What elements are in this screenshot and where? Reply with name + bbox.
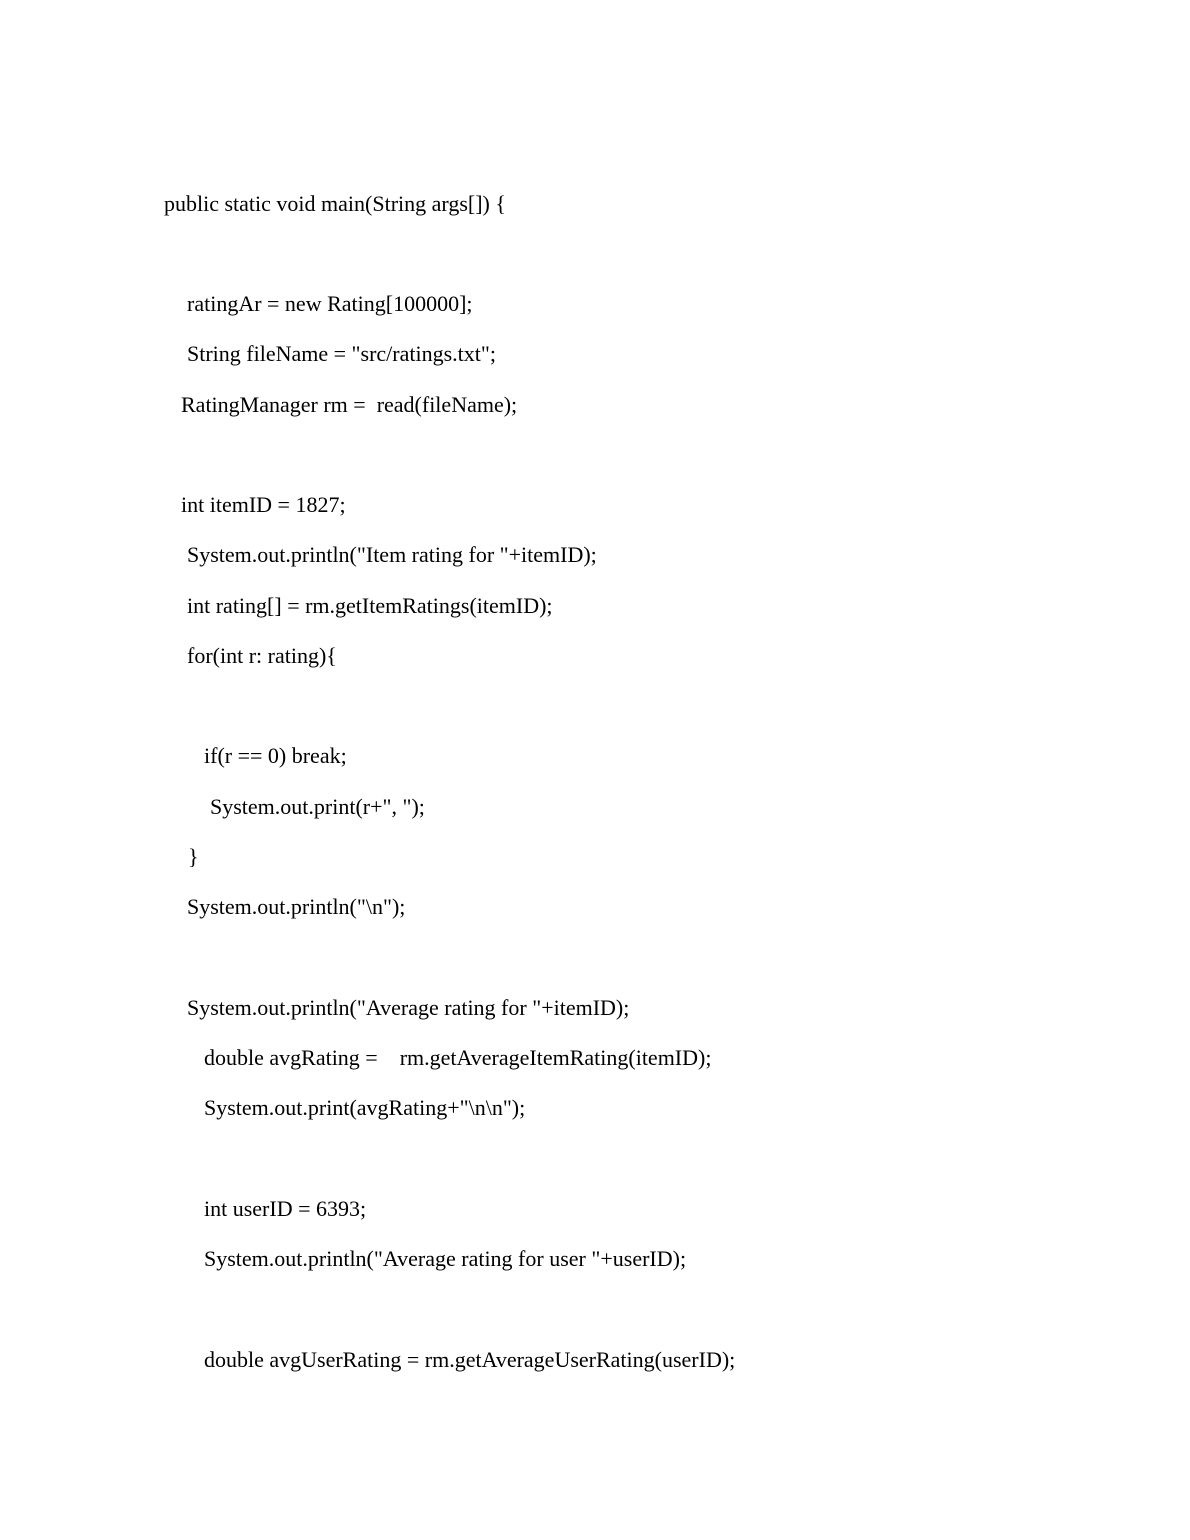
- code-line-rating-manager: RatingManager rm = read(fileName);: [181, 392, 518, 417]
- code-line-user-id: int userID = 6393;: [204, 1196, 367, 1221]
- code-line-print-rating: System.out.print(r+", ");: [210, 794, 425, 819]
- code-line-print-average-user: System.out.println("Average rating for user "+userID);: [204, 1246, 687, 1271]
- code-line-item-id: int itemID = 1827;: [181, 492, 346, 517]
- code-line-print-average-item: System.out.println("Average rating for "+itemID);: [187, 995, 630, 1020]
- code-line-for-loop: for(int r: rating){: [187, 643, 337, 668]
- code-line-if-break: if(r == 0) break;: [204, 743, 347, 768]
- code-line-main-signature: public static void main(String args[]) {: [164, 191, 506, 216]
- code-line-get-item-ratings: int rating[] = rm.getItemRatings(itemID);: [187, 593, 553, 618]
- code-line-rating-array: ratingAr = new Rating[100000];: [187, 291, 473, 316]
- code-line-print-item-rating: System.out.println("Item rating for "+itemID);: [187, 542, 597, 567]
- code-line-file-name: String fileName = "src/ratings.txt";: [187, 341, 496, 366]
- code-line-average-item-rating: double avgRating = rm.getAverageItemRating(itemID);: [204, 1045, 712, 1070]
- code-line-close-brace: }: [188, 844, 199, 869]
- code-line-print-average-rating: System.out.print(avgRating+"\n\n");: [204, 1095, 526, 1120]
- code-line-print-newline: System.out.println("\n");: [187, 894, 406, 919]
- code-line-average-user-rating: double avgUserRating = rm.getAverageUserRating(userID);: [204, 1347, 736, 1372]
